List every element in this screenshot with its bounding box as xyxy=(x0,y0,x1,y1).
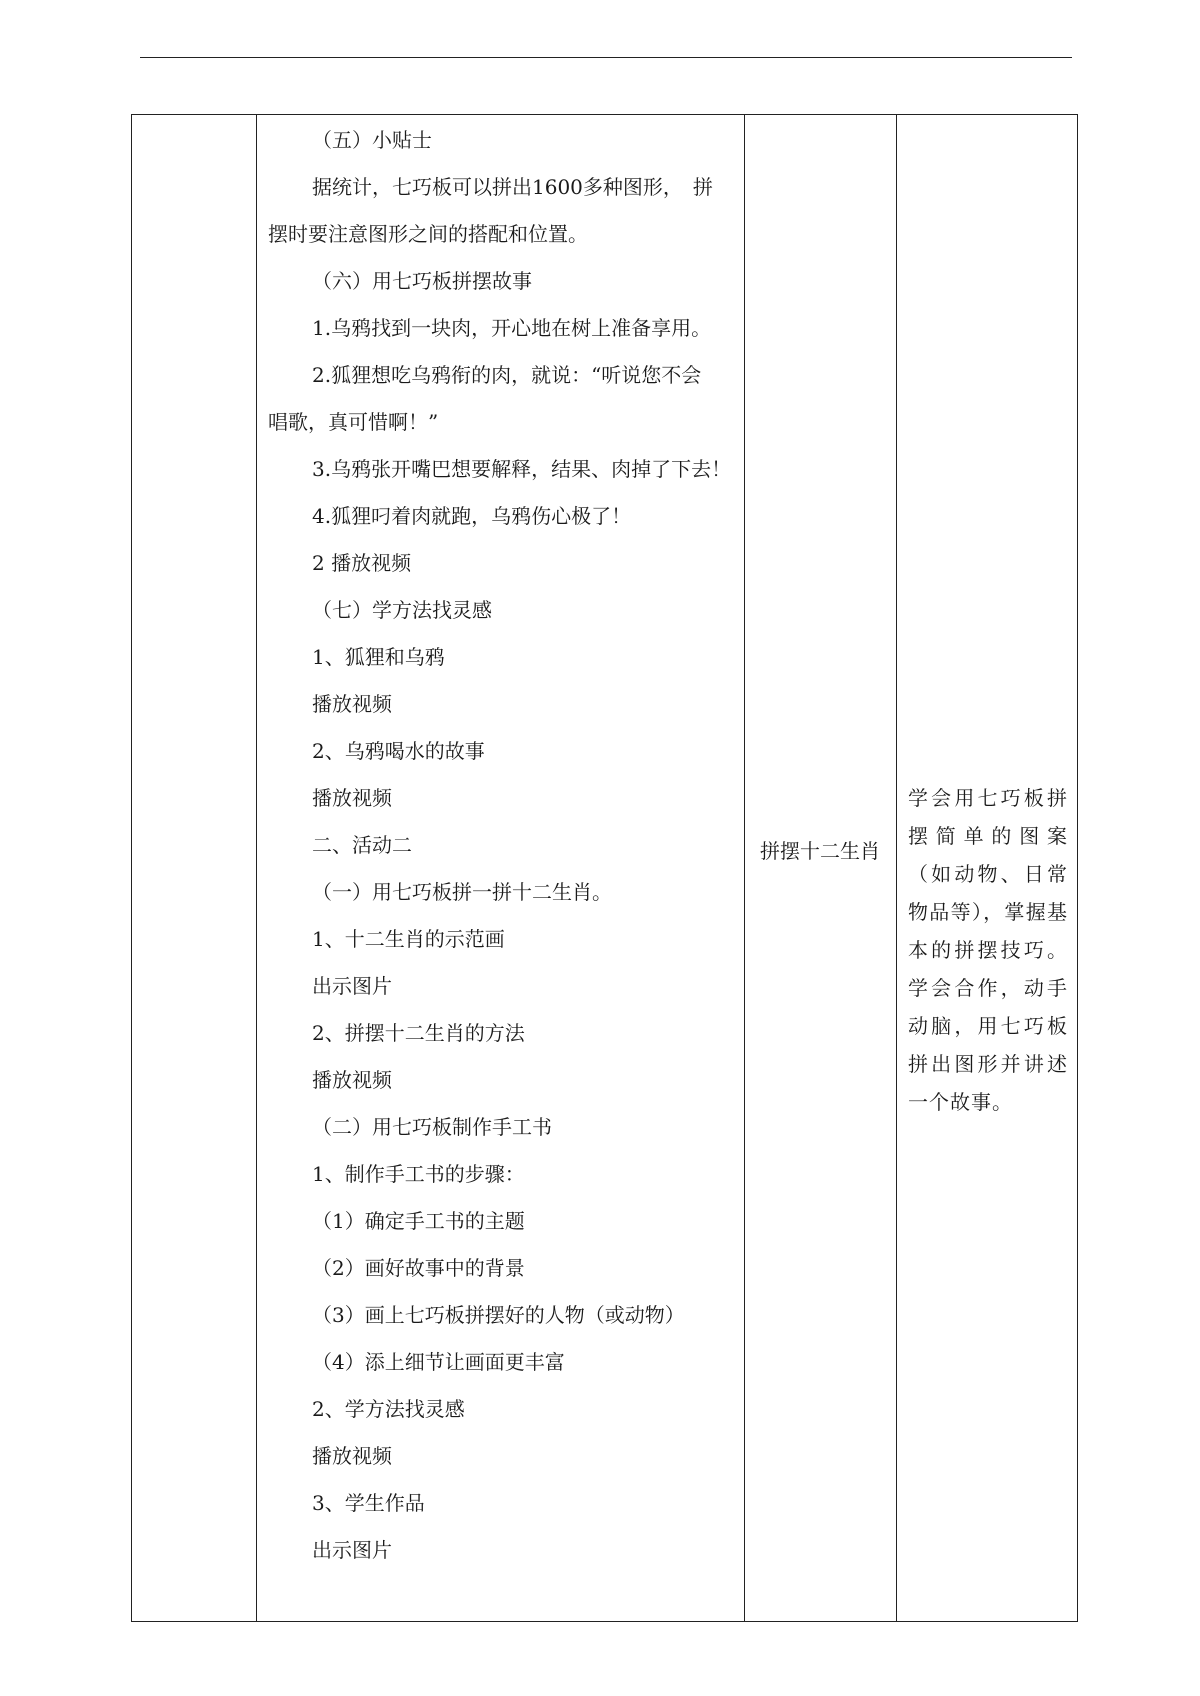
process-line: （一）用七巧板拼一拼十二生肖。 xyxy=(312,880,612,904)
process-line: 1.乌鸦找到一块肉，开心地在树上准备享用。 xyxy=(312,316,712,340)
process-line: 1、狐狸和乌鸦 xyxy=(312,645,445,669)
process-line: 据统计，七巧板可以拼出1600多种图形， 拼 xyxy=(312,175,713,199)
process-line: （4）添上细节让画面更丰富 xyxy=(312,1350,565,1374)
process-line: 播放视频 xyxy=(312,786,392,810)
process-line: 1、制作手工书的步骤： xyxy=(312,1162,525,1186)
process-line: 3.乌鸦张开嘴巴想要解释，结果、肉掉了下去！ xyxy=(312,457,732,481)
process-line: （五）小贴士 xyxy=(312,128,432,152)
process-line: 1、十二生肖的示范画 xyxy=(312,927,505,951)
process-line: 2、拼摆十二生肖的方法 xyxy=(312,1021,525,1045)
process-line: 播放视频 xyxy=(312,1068,392,1092)
process-line: 摆时要注意图形之间的搭配和位置。 xyxy=(268,222,588,246)
process-line: （二）用七巧板制作手工书 xyxy=(312,1115,552,1139)
activity-text: 拼摆十二生肖 xyxy=(760,839,880,863)
process-line: （1）确定手工书的主题 xyxy=(312,1209,525,1233)
design-intent-text: 学会用七巧板拼摆简单的图案（如动物、日常物品等），掌握基本的拼摆技巧。学会合作，动手动脑，用七巧板拼出图形并讲述一个故事。 xyxy=(908,786,1068,1114)
process-line: 唱歌，真可惜啊！” xyxy=(268,410,439,434)
design-intent-cell xyxy=(898,115,1077,1621)
process-line: 播放视频 xyxy=(312,692,392,716)
process-line: 2 播放视频 xyxy=(312,551,412,575)
process-line: 出示图片 xyxy=(312,974,392,998)
process-line: （七）学方法找灵感 xyxy=(312,598,492,622)
process-line: 2、学方法找灵感 xyxy=(312,1397,465,1421)
process-line: 播放视频 xyxy=(312,1444,392,1468)
column-divider xyxy=(256,115,257,1621)
lesson-table xyxy=(131,114,1078,1622)
process-line: 4.狐狸叼着肉就跑，乌鸦伤心极了！ xyxy=(312,504,632,528)
activity-cell xyxy=(746,115,894,1621)
process-line: 3、学生作品 xyxy=(312,1491,425,1515)
process-line: 二、活动二 xyxy=(312,833,412,857)
process-line: （2）画好故事中的背景 xyxy=(312,1256,525,1280)
column-divider xyxy=(744,115,745,1621)
process-line: 2.狐狸想吃乌鸦衔的肉，就说：“听说您不会 xyxy=(312,363,702,387)
process-line: （3）画上七巧板拼摆好的人物（或动物） xyxy=(312,1303,685,1327)
process-line: 出示图片 xyxy=(312,1538,392,1562)
teaching-process-cell xyxy=(258,115,742,1621)
header-rule xyxy=(140,57,1072,58)
process-line: （六）用七巧板拼摆故事 xyxy=(312,269,532,293)
process-line: 2、乌鸦喝水的故事 xyxy=(312,739,485,763)
column-divider xyxy=(896,115,897,1621)
